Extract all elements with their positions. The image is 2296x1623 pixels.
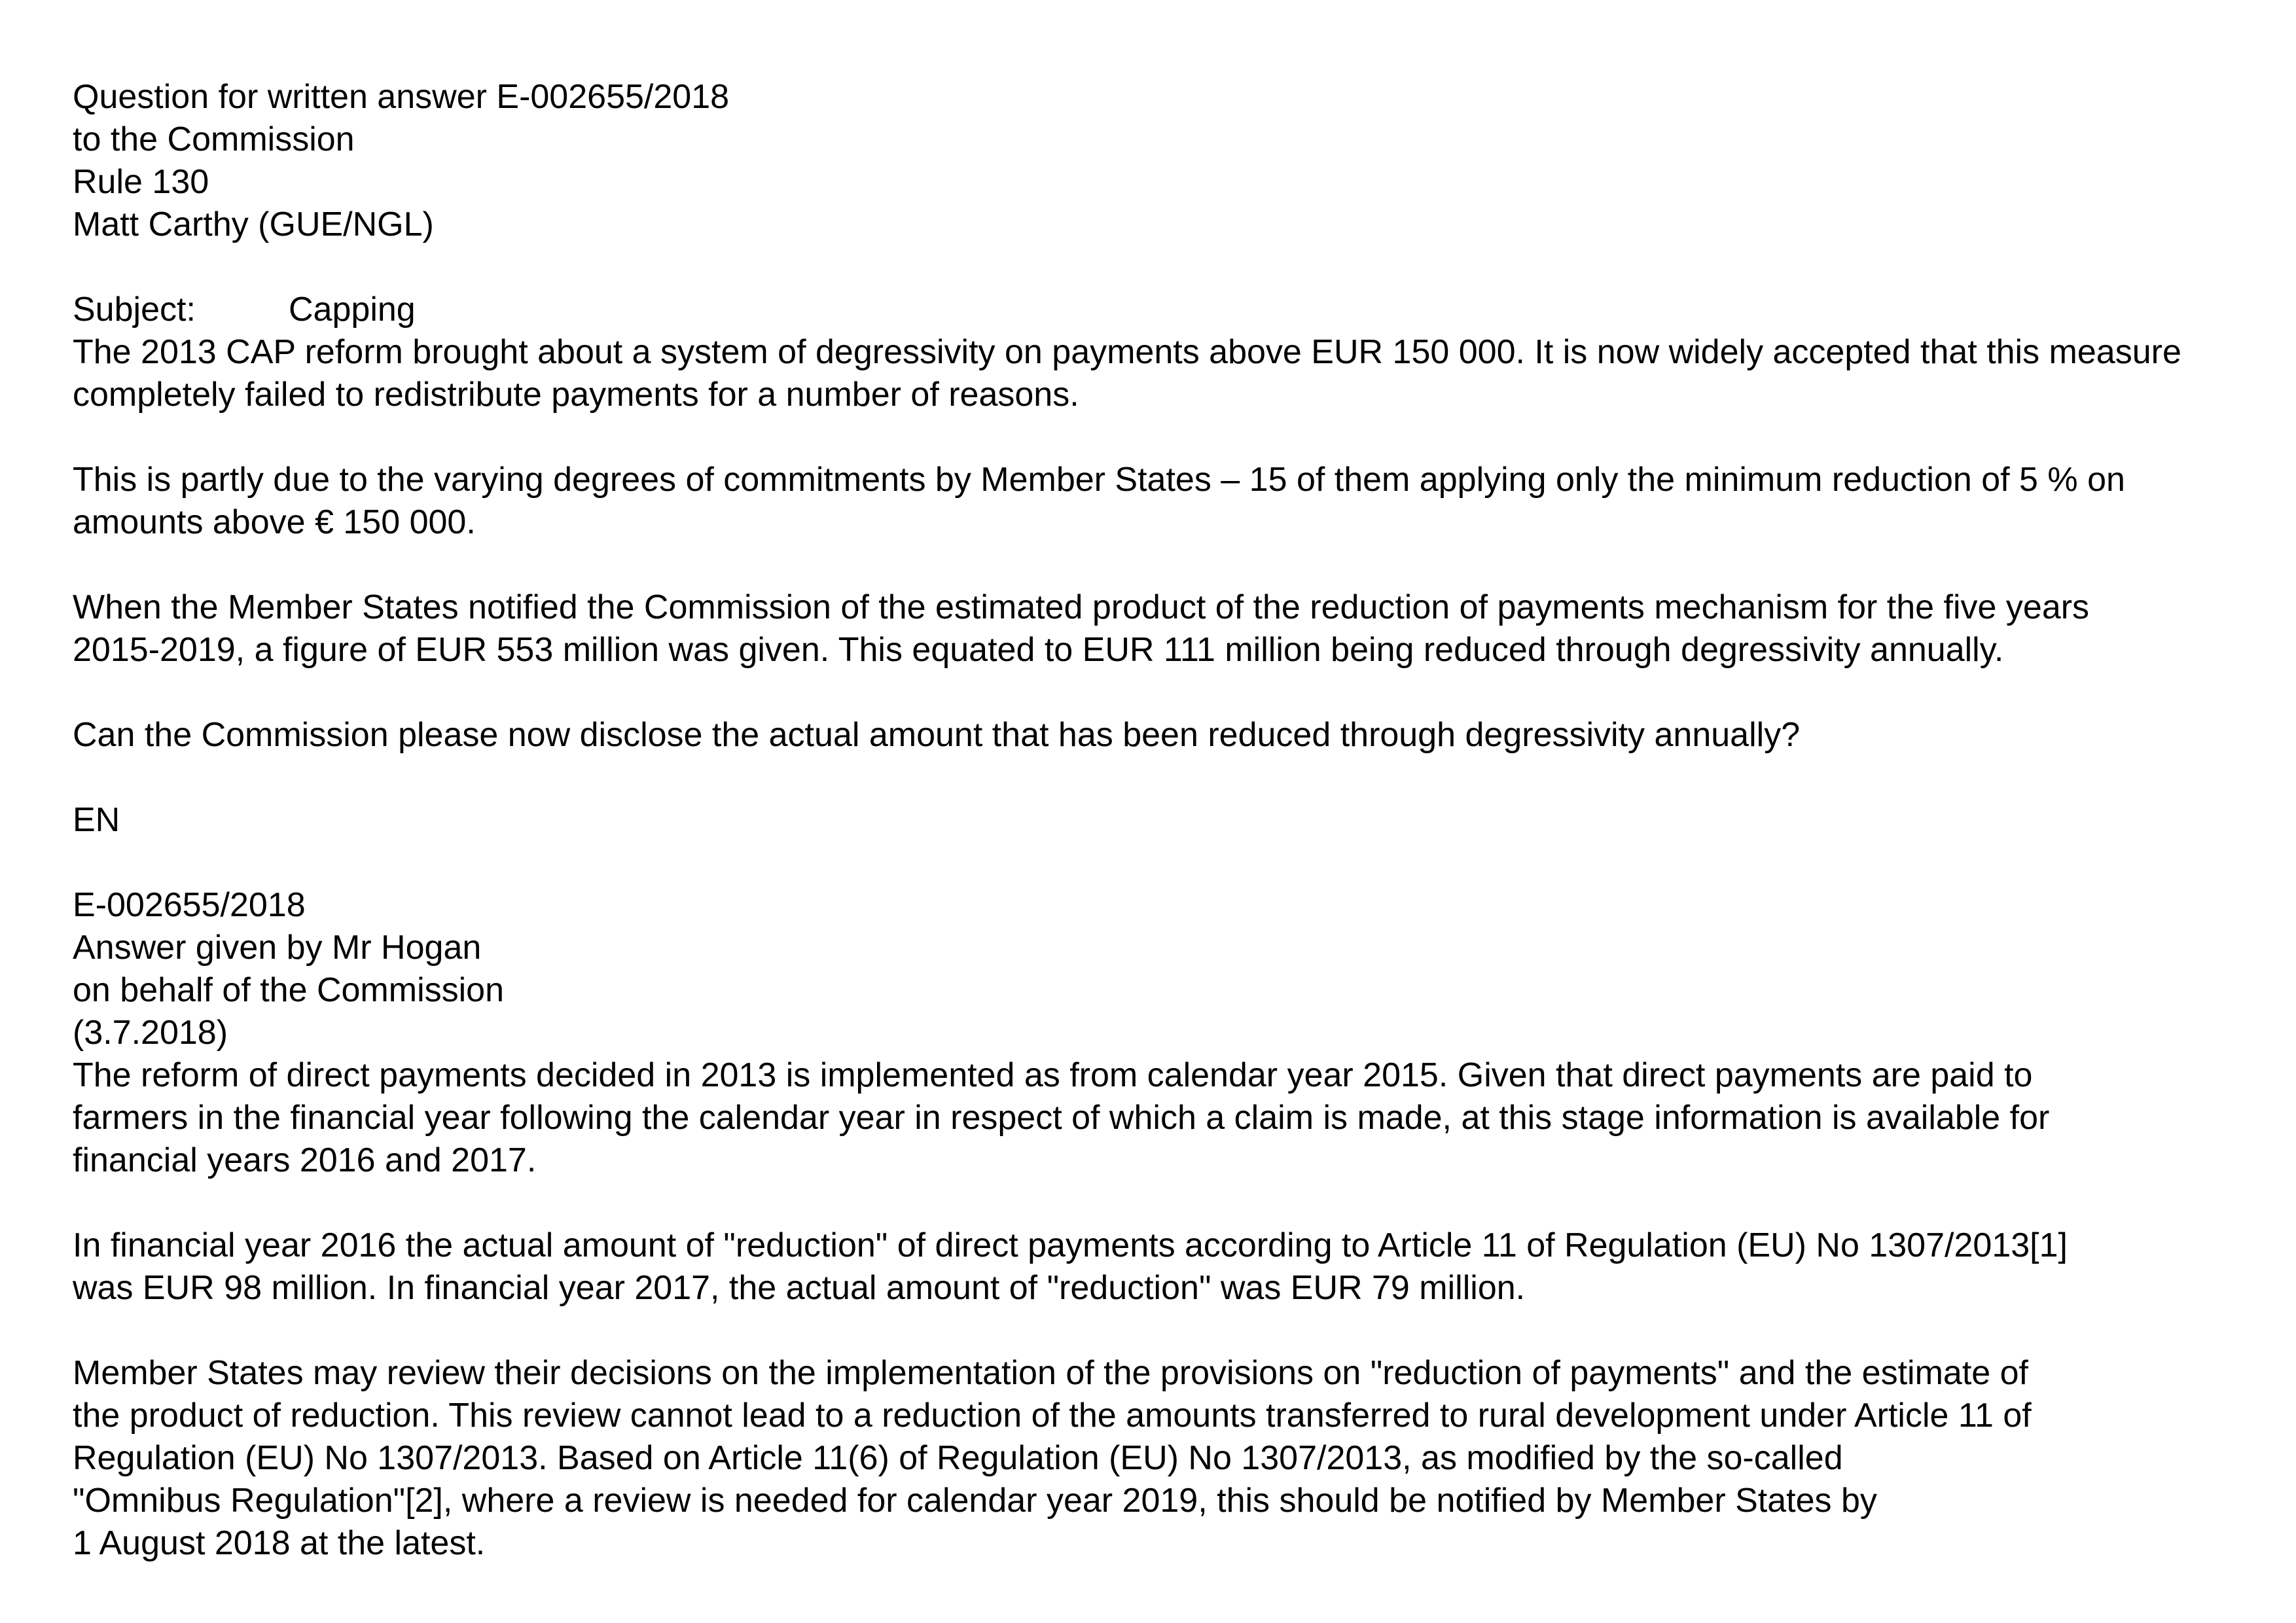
paragraph-line: In financial year 2016 the actual amount of "reduction" of direct payments according to Article 11 of Regulation (EU) No 1307/2013[1] (73, 1226, 2068, 1264)
question-rule: Rule 130 (73, 163, 209, 201)
question-paragraph (73, 714, 2285, 757)
document-page (73, 76, 2285, 1565)
paragraph-line: When the Member States notified the Commission of the estimated product of the reduction of payments mechanism for the five years (73, 588, 2090, 626)
paragraph-line: "Omnibus Regulation"[2], where a review is needed for calendar year 2019, this should be notified by Member States by (73, 1482, 1877, 1520)
paragraph-line: Regulation (EU) No 1307/2013. Based on Article 11(6) of Regulation (EU) No 1307/2013, as modified by the so-called (73, 1439, 1843, 1477)
paragraph-line: farmers in the financial year following the calendar year in respect of which a claim is made, at this stage information is available for (73, 1099, 2050, 1137)
question-paragraph (73, 459, 2285, 544)
answer-paragraph (73, 1352, 2285, 1565)
paragraph-line: 1 August 2018 at the latest. (73, 1524, 486, 1562)
paragraph-line: The reform of direct payments decided in 2013 is implemented as from calendar year 2015. Given that direct payments are paid to (73, 1056, 2033, 1094)
spacer (73, 757, 2285, 799)
paragraph-line: The 2013 CAP reform brought about a system of degressivity on payments above EUR 150 000. It is now widely accepted that this measure (73, 333, 2181, 371)
subject-line (73, 289, 2285, 331)
answer-behalf: on behalf of the Commission (73, 971, 505, 1009)
question-paragraph (73, 331, 2285, 416)
paragraph-line: amounts above € 150 000. (73, 503, 476, 541)
spacer (73, 416, 2285, 459)
answer-paragraph (73, 1224, 2285, 1310)
spacer (73, 671, 2285, 714)
paragraph-line: completely failed to redistribute payments for a number of reasons. (73, 376, 1079, 414)
paragraph-line: financial years 2016 and 2017. (73, 1141, 537, 1179)
paragraph-line: Member States may review their decisions on the implementation of the provisions on "reduction of payments" and the estimate of (73, 1354, 2028, 1392)
language-code: EN (73, 801, 120, 839)
subject-value: Capping (289, 291, 416, 329)
question-reference: Question for written answer E-002655/2018 (73, 78, 730, 116)
question-author: Matt Carthy (GUE/NGL) (73, 205, 434, 243)
spacer (73, 1310, 2285, 1352)
paragraph-line: This is partly due to the varying degrees of commitments by Member States – 15 of them applying only the minimum reduction of 5 % on (73, 461, 2125, 499)
answer-reference: E-002655/2018 (73, 886, 306, 924)
paragraph-line: Can the Commission please now disclose the actual amount that has been reduced through degressivity annually? (73, 716, 1801, 754)
question-addressee: to the Commission (73, 120, 355, 158)
paragraph-line: 2015-2019, a figure of EUR 553 million was given. This equated to EUR 111 million being reduced through degressivity annually. (73, 631, 2004, 669)
answer-header (73, 884, 2285, 1054)
spacer (73, 246, 2285, 289)
spacer (73, 842, 2285, 884)
question-header (73, 76, 2285, 246)
spacer (73, 544, 2285, 586)
paragraph-line: the product of reduction. This review cannot lead to a reduction of the amounts transferred to rural development under Article 11 of (73, 1397, 2032, 1435)
subject-label: Subject: (73, 291, 196, 329)
spacer (73, 1182, 2285, 1224)
paragraph-line: was EUR 98 million. In financial year 2017, the actual amount of "reduction" was EUR 79 million. (73, 1269, 1526, 1307)
answer-date: (3.7.2018) (73, 1014, 228, 1052)
question-paragraph (73, 586, 2285, 671)
answer-paragraph (73, 1054, 2285, 1182)
answer-author: Answer given by Mr Hogan (73, 929, 482, 967)
